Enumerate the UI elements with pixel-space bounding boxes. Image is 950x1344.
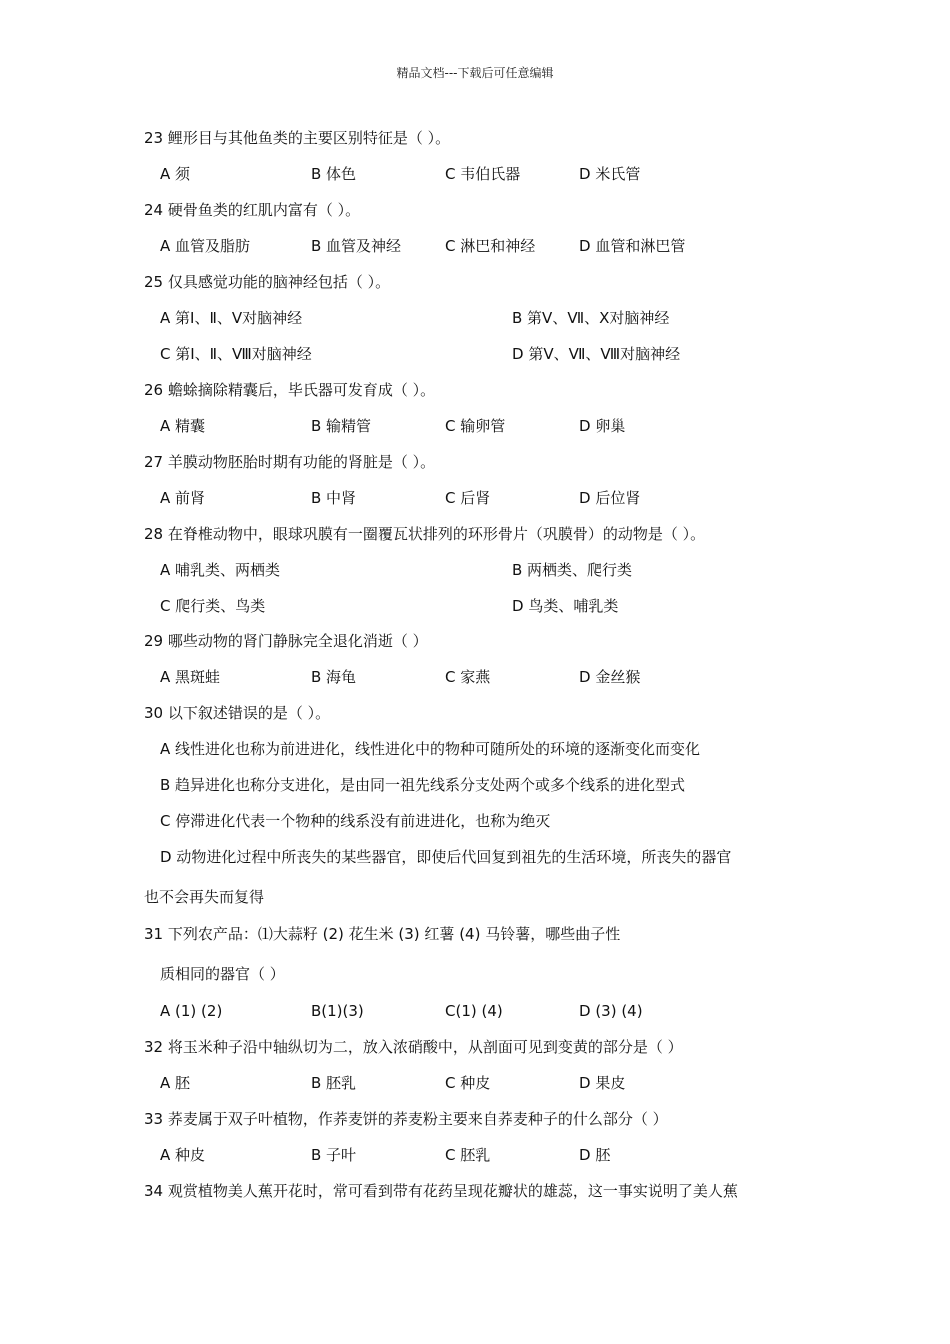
question-stem: 32 将玉米种子沿中轴纵切为二，放入浓硝酸中，从剖面可见到变黄的部分是（ ） <box>144 1038 683 1056</box>
question-stem: 24 硬骨鱼类的红肌内富有（ ）。 <box>144 201 361 219</box>
option: A 血管及脂肪 <box>160 237 251 255</box>
question-stem: 31 下列农产品：⑴大蒜籽 (2) 花生米 (3) 红薯 (4) 马铃薯，哪些曲子性 <box>144 925 621 943</box>
option-continuation: 也不会再失而复得 <box>144 888 265 906</box>
question-stem: 34 观赏植物美人蕉开花时，常可看到带有花药呈现花瓣状的雄蕊，这一事实说明了美人蕉 <box>144 1182 738 1200</box>
option: B 中肾 <box>311 489 357 507</box>
option: C 后肾 <box>445 489 491 507</box>
option: A 胚 <box>160 1074 191 1092</box>
option: C 第Ⅰ、Ⅱ、Ⅷ对脑神经 <box>160 345 312 363</box>
page-header: 精品文档---下载后可任意编辑 <box>396 66 554 80</box>
option: C 淋巴和神经 <box>445 237 536 255</box>
option: B 趋异进化也称分支进化，是由同一祖先线系分支处两个或多个线系的进化型式 <box>160 776 686 794</box>
option: A 须 <box>160 165 191 183</box>
option: A 精囊 <box>160 417 206 435</box>
question-stem: 29 哪些动物的肾门静脉完全退化消逝（ ） <box>144 632 428 650</box>
option: A 种皮 <box>160 1146 206 1164</box>
option: D (3) (4) <box>579 1002 643 1020</box>
question-stem: 30 以下叙述错误的是（ ）。 <box>144 704 331 722</box>
option: B(1)(3) <box>311 1002 364 1020</box>
option: D 米氏管 <box>579 165 641 183</box>
option: D 果皮 <box>579 1074 626 1092</box>
option: B 体色 <box>311 165 357 183</box>
option: D 后位肾 <box>579 489 641 507</box>
option: C 韦伯氏器 <box>445 165 521 183</box>
option: A 前肾 <box>160 489 206 507</box>
option: B 胚乳 <box>311 1074 357 1092</box>
option: D 鸟类、哺乳类 <box>512 597 619 615</box>
question-stem: 26 蟾蜍摘除精囊后，毕氏器可发育成（ ）。 <box>144 381 436 399</box>
option: C 停滞进化代表一个物种的线系没有前进进化，也称为绝灭 <box>160 812 551 830</box>
option: D 第Ⅴ、Ⅶ、Ⅷ对脑神经 <box>512 345 681 363</box>
question-stem: 23 鲤形目与其他鱼类的主要区别特征是（ ）。 <box>144 129 451 147</box>
option: B 海龟 <box>311 668 357 686</box>
option: C 爬行类、鸟类 <box>160 597 266 615</box>
option: D 金丝猴 <box>579 668 641 686</box>
option: B 子叶 <box>311 1146 357 1164</box>
option: B 输精管 <box>311 417 372 435</box>
question-stem: 33 荞麦属于双子叶植物，作荞麦饼的荞麦粉主要来自荞麦种子的什么部分（ ） <box>144 1110 668 1128</box>
option: D 卵巢 <box>579 417 626 435</box>
option: A 线性进化也称为前进进化，线性进化中的物种可随所处的环境的逐渐变化而变化 <box>160 740 701 758</box>
option: C(1) (4) <box>445 1002 503 1020</box>
option: D 血管和淋巴管 <box>579 237 686 255</box>
option: D 动物进化过程中所丧失的某些器官，即使后代回复到祖先的生活环境，所丧失的器官 <box>160 848 732 866</box>
option: B 两栖类、爬行类 <box>512 561 633 579</box>
option: A 黑斑蛙 <box>160 668 221 686</box>
option: A 第Ⅰ、Ⅱ、Ⅴ对脑神经 <box>160 309 303 327</box>
option: C 输卵管 <box>445 417 506 435</box>
question-stem: 25 仅具感觉功能的脑神经包括（ ）。 <box>144 273 391 291</box>
question-stem: 28 在脊椎动物中，眼球巩膜有一圈覆瓦状排列的环形骨片（巩膜骨）的动物是（ ）。 <box>144 525 706 543</box>
option: A (1) (2) <box>160 1002 223 1020</box>
question-stem: 27 羊膜动物胚胎时期有功能的肾脏是（ ）。 <box>144 453 436 471</box>
option: C 家燕 <box>445 668 491 686</box>
option: C 种皮 <box>445 1074 491 1092</box>
option: B 第Ⅴ、Ⅶ、Ⅹ对脑神经 <box>512 309 670 327</box>
option: A 哺乳类、两栖类 <box>160 561 281 579</box>
option: B 血管及神经 <box>311 237 402 255</box>
option: C 胚乳 <box>445 1146 491 1164</box>
question-stem-continuation: 质相同的器官（ ） <box>160 965 285 983</box>
option: D 胚 <box>579 1146 611 1164</box>
